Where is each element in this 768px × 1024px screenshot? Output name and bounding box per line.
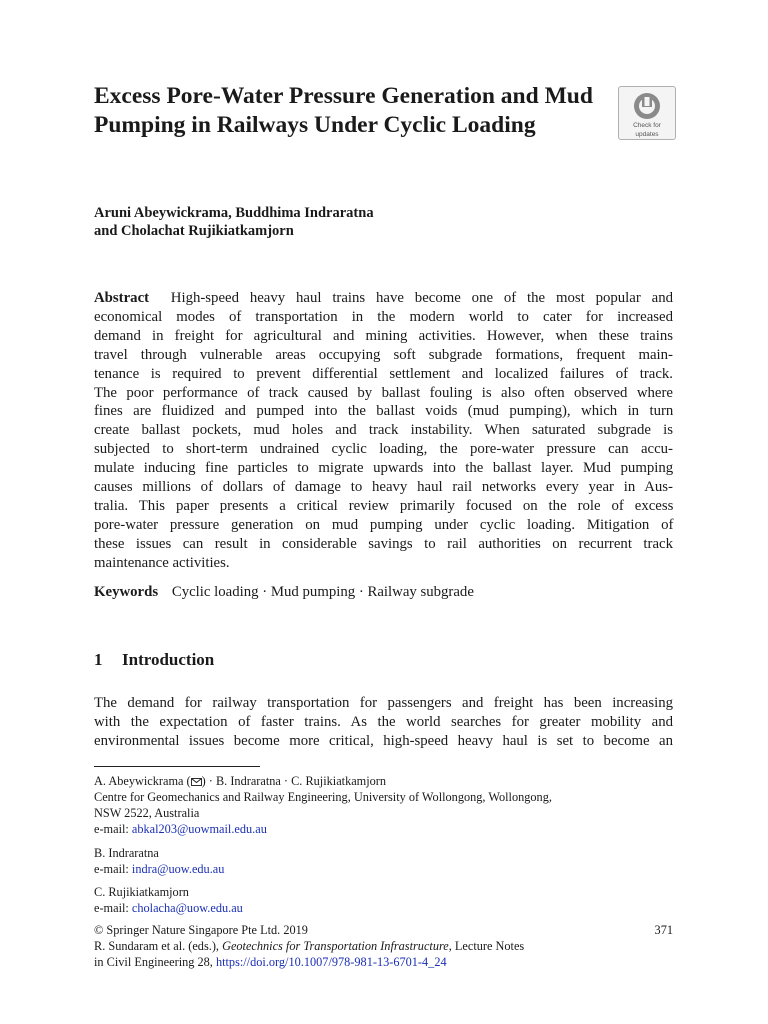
abstract-line: demand in freight for agricultural and mining activities. However, when these trains — [94, 327, 674, 344]
badge-label-line2: updates — [635, 130, 659, 138]
abstract-line: tenance is required to prevent differential settlement and localized failures of track. — [94, 365, 673, 382]
citation-text: , Lecture Notes — [448, 939, 525, 953]
institution-line: Centre for Geomechanics and Railway Engineering, University of Wollongong, Wollongong, — [94, 790, 552, 804]
footer — [94, 922, 673, 970]
intro-line: with the expectation of faster trains. As the world searches for greater mobility and — [94, 713, 673, 730]
author-name: B. Indraratna — [94, 846, 159, 860]
keyword: Cyclic loading — [171, 584, 259, 600]
badge-label-line1: Check for — [633, 122, 661, 129]
affiliation-block — [94, 773, 673, 837]
email-label: e-mail: — [94, 822, 132, 836]
section-heading — [94, 650, 214, 670]
corresponding-author: A. Abeywickrama ( — [94, 774, 191, 788]
abstract-line: tralia. This paper presents a critical review primarily focused on the role of excess — [94, 497, 674, 514]
abstract-line: create ballast pockets, mud holes and track instability. When saturated subgrade is — [94, 422, 673, 439]
affiliation-block — [94, 845, 673, 877]
email-link[interactable]: indra@uow.edu.au — [131, 862, 225, 876]
keyword-separator: · — [355, 584, 368, 600]
keywords — [94, 583, 474, 602]
footnote-divider — [94, 766, 260, 767]
abstract-line: mulate inducing fine particles to migrate upwards into the ballast layer. Mud pumping — [94, 460, 674, 477]
check-for-updates-badge[interactable] — [618, 86, 676, 140]
abstract-line: pore-water pressure generation on mud pumping under cyclic loading. Mitigation of — [94, 516, 674, 533]
intro-line: environmental issues become more critical, high-speed heavy haul is set to become an — [94, 732, 673, 749]
abstract-line: economical modes of transportation in the modern world to cater for increased — [94, 308, 673, 325]
page-number: 371 — [654, 923, 673, 937]
keyword-separator: · — [258, 584, 271, 600]
envelope-icon[interactable] — [191, 778, 202, 786]
author-names: ) · B. Indraratna · C. Rujikiatkamjorn — [201, 774, 387, 788]
institution-line: NSW 2522, Australia — [94, 806, 200, 820]
citation-text: in Civil Engineering 28, — [94, 955, 216, 969]
abstract-line: causes millions of dollars of damage to heavy haul rail networks every year in Aus- — [94, 479, 673, 496]
section-number: 1 — [94, 650, 103, 669]
author-name: C. Rujikiatkamjorn — [94, 885, 189, 899]
email-label: e-mail: — [94, 862, 132, 876]
crossmark-icon — [632, 91, 662, 121]
author-line: Aruni Abeywickrama, Buddhima Indraratna — [94, 205, 374, 221]
email-label: e-mail: — [94, 901, 132, 915]
abstract-line: maintenance activities. — [94, 554, 230, 571]
keywords-label: Keywords — [94, 584, 159, 600]
author-list — [94, 204, 654, 240]
doi-link[interactable]: https://doi.org/10.1007/978-981-13-6701-4_24 — [215, 955, 447, 969]
citation-text: R. Sundaram et al. (eds.), — [94, 939, 223, 953]
author-line: and Cholachat Rujikiatkamjorn — [94, 223, 294, 239]
abstract-line: these issues can result in considerable savings to rail authorities on recurrent track — [94, 535, 673, 552]
intro-line: The demand for railway transportation for passengers and freight has been increasing — [94, 695, 673, 711]
abstract-line: The poor performance of track caused by ballast fouling is also often observed where — [94, 384, 673, 401]
abstract-line: High-speed heavy haul trains have become one of the most popular and — [170, 290, 673, 306]
book-title: Geotechnics for Transportation Infrastructure — [222, 939, 449, 953]
intro-paragraph — [94, 694, 673, 751]
abstract-line: fines are fluidized and pumped into the ballast voids (mud pumping), which in turn — [94, 403, 674, 420]
section-title: Introduction — [122, 650, 215, 669]
abstract-label: Abstract — [94, 290, 150, 306]
copyright: © Springer Nature Singapore Pte Ltd. 2019 — [94, 923, 308, 937]
abstract-line: travel through vulnerable areas occupying soft subgrade formations, frequent main- — [94, 346, 673, 363]
email-link[interactable]: abkal203@uowmail.edu.au — [131, 822, 267, 836]
abstract-line: subjected to short-term undrained cyclic loading, the pore-water pressure can accu- — [94, 441, 673, 458]
email-link[interactable]: cholacha@uow.edu.au — [131, 901, 243, 915]
paper-title: Excess Pore-Water Pressure Generation and Mud Pumping in Railways Under Cyclic Loading — [94, 83, 593, 138]
abstract — [94, 289, 673, 573]
keyword: Railway subgrade — [367, 584, 474, 600]
affiliation-block — [94, 884, 673, 916]
keyword: Mud pumping — [270, 584, 356, 600]
